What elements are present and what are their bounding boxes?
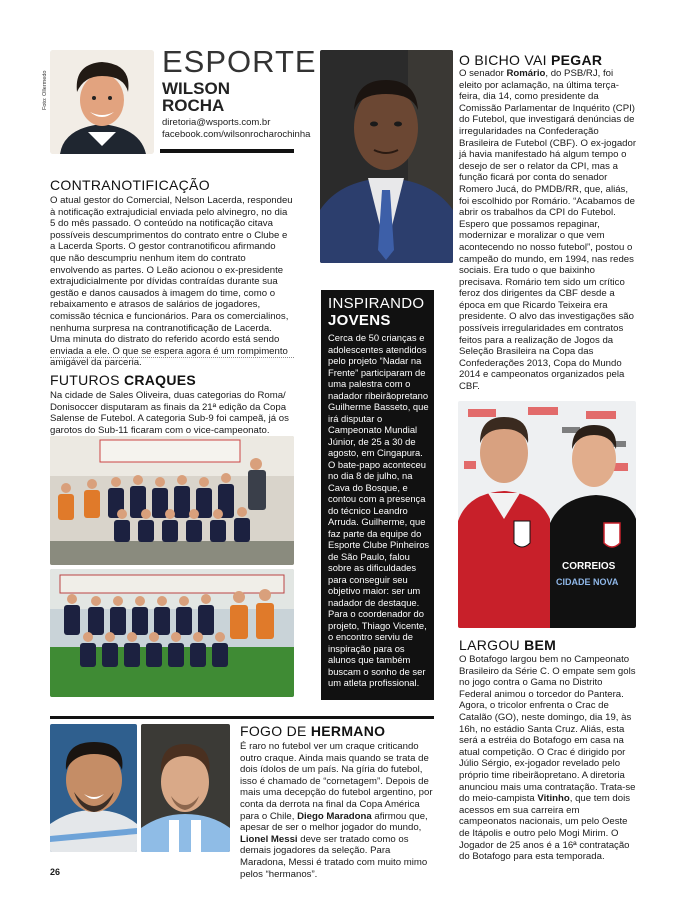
header-rule xyxy=(160,149,294,153)
author-contact xyxy=(162,117,310,141)
fogo-title xyxy=(240,723,385,739)
author-last-name: ROCHA xyxy=(162,96,225,115)
author-facebook-link[interactable]: facebook.com/wilsonrocharochinha xyxy=(162,129,311,140)
youth-team-photo-2 xyxy=(50,569,294,697)
futuros-title-light: FUTUROS xyxy=(50,372,124,388)
inspirando-title-light: INSPIRANDO xyxy=(328,295,425,312)
botafogo-players-photo xyxy=(458,401,636,628)
sponsor-cidade-nova: CIDADE NOVA xyxy=(556,577,619,587)
fogo-body xyxy=(240,741,434,880)
section-title: ESPORTE xyxy=(162,44,317,79)
bicho-title-light: O BICHO VAI xyxy=(459,52,552,68)
largou-title-light: LARGOU xyxy=(459,637,525,653)
bicho-text-2: , do PSB/RJ, foi eleito por aclamação, na última terça-feira, dia 14, como presidente da Comissão Parlamentar de Inquérito (CPI) do Futebol, que investigará denúncias de irregularidades na Confederação Brasileira de Futebol (CBF). O ex-jogador já havia manifestado há algum tempo o desejo de ser o relator da CPI, mas a função ficará por conta do senador Romero Jucá, do PMDB/RR, que, aliás, foi escolhido por Romário. “Acabamos de abrir os trabalhos da CPI do Futebol. Espero que possamos repaginar, modernizar e moralizar o que vem acontecendo no nosso futebol”, postou o campeão do mundo, em 1994, nas redes sociais. Era tudo o que baixinho precisava. Romário tem sido um crítico feroz dos dirigentes da CBF desde a época em que Ricardo Teixeira era presidente. O alvo das investigações são possíveis irregularidades em contratos feitos para a realização de Jogos da Seleção Brasileira na Copa das Confederações 2013, Copa do Mundo 2014 e campeonatos organizados pela CBF. xyxy=(459,68,637,393)
author-email-link[interactable]: diretoria@wsports.com.br xyxy=(162,117,271,128)
romario-photo xyxy=(320,50,453,263)
largou-body xyxy=(459,654,637,863)
author-name xyxy=(162,80,302,114)
largou-title-bold: BEM xyxy=(524,637,557,653)
inspirando-title xyxy=(328,295,424,329)
largou-text-vitinho: Vitinho xyxy=(537,793,570,805)
largou-text-1: O Botafogo largou bem no Campeonato Brasileiro da Série C. O empate sem gols no jogo contra o Gama no Distrito Federal animou o torcedor do Pantera. Agora, o tricolor enfrenta o Crac de Catalão (GO), neste domingo, dia 19, às 16h, no estádio Santa Cruz. Aliás, esta será a estréia do Botafogo em casa na atual competição. O Crac é dirigido por Júlio Sérgio, ex-jogador revelado pelo próprio time ribeirãopretano. A diretoria anunciou mais uma contratação. Trata-se do meio-campista xyxy=(459,654,636,805)
contranotificacao-body: O atual gestor do Comercial, Nelson Lacerda, respondeu à notificação extrajudicial enviada pelo alvinegro, no dia 5 do mês passado. O conteúdo na notificação citava possíveis descumprimentos do contrato entre o Clube e a Lacerda Sports. O gestor contranotificou afirmando que não descumpriu nenhum item do contrato envolvendo as partes. O Leão acionou o ex-presidente extrajudicialmente por dívidas contraídas durante sua gestão e danos causados à imagem do time, como o rebaixamento e atrasos de salários de jogadores, comissão técnica e funcionários. Para os comercialinos, nenhuma surpresa na contranotificação de Lacerda. Uma minuta do distrato do referido acordo está sendo enviada a ele. O que se espera agora é um rompimento amigável da parceria. xyxy=(50,195,293,369)
page-number: 26 xyxy=(50,867,61,877)
fogo-title-bold: HERMANO xyxy=(310,723,386,739)
futuros-body: Na cidade de Sales Oliveira, duas categorias do Roma/ Donisoccer disputaram as finais da 21ª edição da Copa Salense de Futebol. A categoria Sub-9 foi campeã, já os garotos do Sub-11 ficaram com o vice-campeonato. xyxy=(50,390,289,436)
bicho-text-romario: Romário xyxy=(506,68,546,79)
inspirando-body: Cerca de 50 crianças e adolescentes atendidos pelo projeto “Nadar na Frente” participaram de uma palestra com o nadador ribeirãopretano Guilherme Basseto, que irá disputar o Campeonato Mundial Júnior, de 25 a 30 de agosto, em Cingapura. O bate-papo aconteceu no dia 8 de julho, na Cava do Bosque, e contou com a presença do técnico Leandro Arruda. Guilherme, que faz parte da equipe do Esporte Clube Pinheiros de São Paulo, falou sobre as dificuldades para conseguir seu objetivo maior: ser um nadador de destaque. Para o coordenador do projeto, Thiago Vicente, o encontro serviu de inspiração para os alunos que também buscam o sonho de ser um atleta profissional. xyxy=(328,332,430,688)
largou-title xyxy=(459,637,556,653)
photo-credit: Foto: Ollermedo xyxy=(42,70,48,110)
fogo-text-messi: Lionel Messi xyxy=(240,833,298,845)
futuros-title-bold: CRAQUES xyxy=(123,372,197,388)
youth-team-photo-1 xyxy=(50,436,294,565)
bicho-body xyxy=(459,68,637,393)
contranotificacao-title: CONTRANOTIFICAÇÃO xyxy=(50,177,210,193)
divider xyxy=(50,357,294,358)
author-photo xyxy=(50,50,154,154)
inspirando-box xyxy=(321,290,434,700)
inspirando-title-bold: JOVENS xyxy=(328,312,391,329)
author-first-name: WILSON xyxy=(162,79,230,98)
sponsor-correios: CORREIOS xyxy=(562,561,616,572)
fogo-text-2: afirmou que, apesar de ser o melhor jogador do mundo, xyxy=(240,810,428,834)
bicho-title-bold: PEGAR xyxy=(551,52,603,68)
fogo-text-1: É raro no futebol ver um craque criticando outro craque. Ainda mais quando se trata de dois ídolos de um país. Na gíria do futebol, isso é chamado de “cornetagem”. Depois de mais uma decepção do futebol argentino, por conta da derrota na final da Copa América para o Chile, xyxy=(240,741,433,822)
messi-photo xyxy=(141,724,230,852)
fogo-text-maradona: Diego Maradona xyxy=(297,810,372,822)
fogo-text-3: deve ser tratado como os demais jogadores da seleção. Para Maradona, Messi é tratado com muito mimo pelos “hermanos”. xyxy=(240,833,428,880)
maradona-photo xyxy=(50,724,137,852)
fogo-rule xyxy=(50,716,434,719)
fogo-title-light: FOGO DE xyxy=(240,723,311,739)
futuros-title xyxy=(50,372,196,388)
largou-text-2: , que tem dois acessos em sua carreira em campeonatos nacionais, um pelo Oeste de Itápolis e outro pelo Mogi Mirim. O Jogador de 25 anos é a 16ª contratação do Botafogo para esta temporada. xyxy=(459,793,630,863)
bicho-title xyxy=(459,52,602,68)
bicho-text-1: O senador xyxy=(459,68,507,79)
